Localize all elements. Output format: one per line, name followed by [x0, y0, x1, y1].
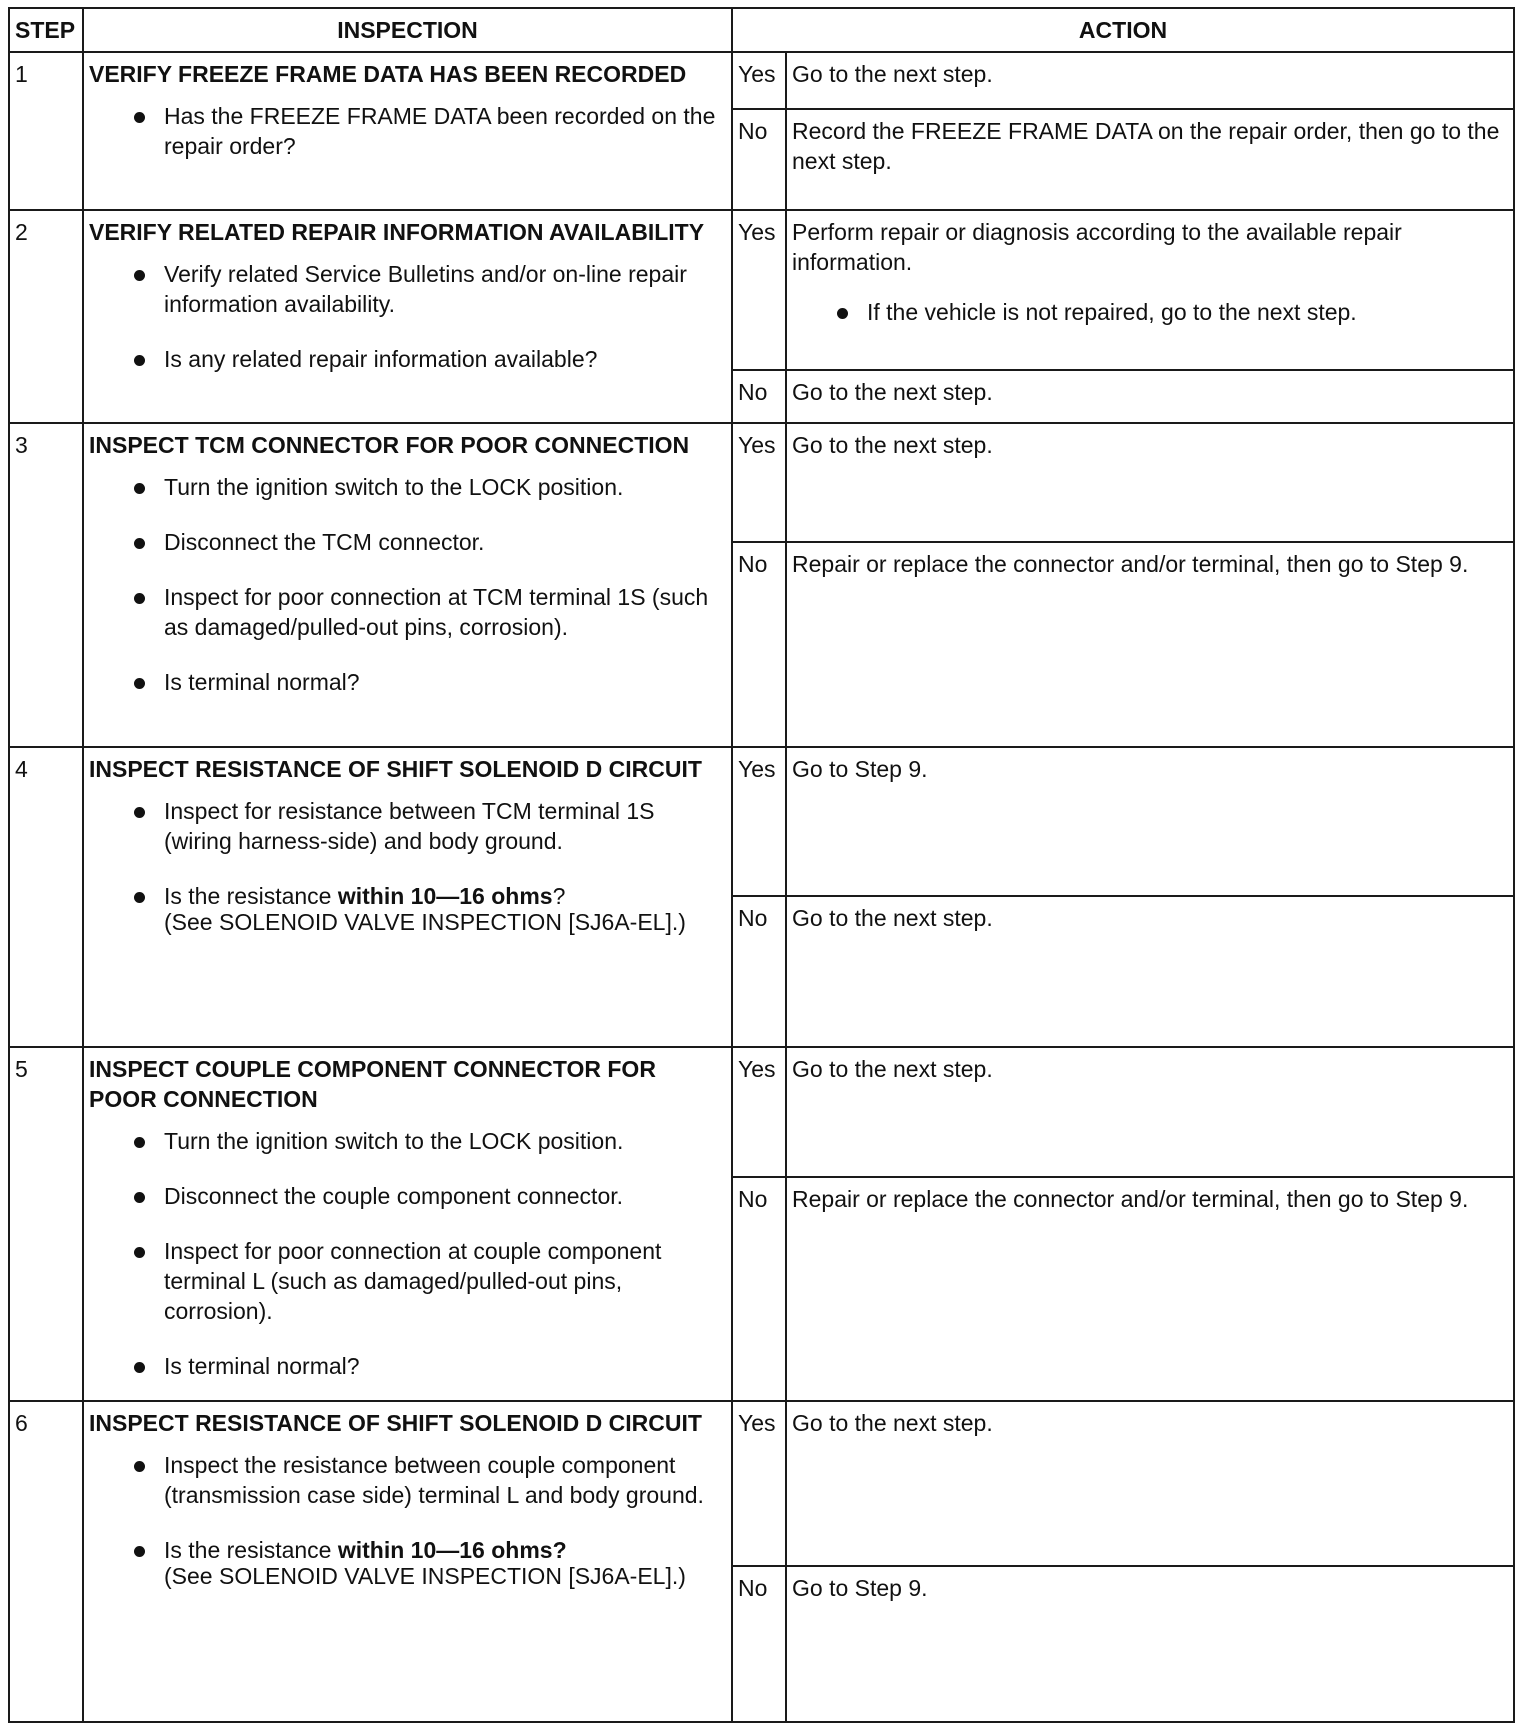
- step-5-check-3: Inspect for poor connection at couple component terminal L (such as damaged/pulled-out pins, corrosion).: [89, 1236, 726, 1326]
- step-5-yes-label: Yes: [732, 1047, 786, 1177]
- step-5-checklist: [89, 1126, 726, 1381]
- step-3-no-label: No: [732, 542, 786, 747]
- step-3-yes-action: Go to the next step.: [786, 423, 1514, 542]
- step-4-checklist: [89, 796, 726, 911]
- step-2-number: 2: [9, 210, 83, 423]
- step-6-yes-action: Go to the next step.: [786, 1401, 1514, 1566]
- step-4-yes-label: Yes: [732, 747, 786, 896]
- step-1-yes-label: Yes: [732, 52, 786, 109]
- inspection-column-header: INSPECTION: [83, 8, 732, 52]
- step-1-yes-row: [9, 52, 1514, 109]
- step-2-yes-subaction: If the vehicle is not repaired, go to the next step.: [792, 297, 1508, 327]
- step-5-no-action: Repair or replace the connector and/or terminal, then go to Step 9.: [786, 1177, 1514, 1401]
- step-1-checklist: [89, 101, 726, 161]
- step-4-no-action: Go to the next step.: [786, 896, 1514, 1047]
- step-3-check-4: Is terminal normal?: [89, 667, 726, 697]
- step-3-no-action: Repair or replace the connector and/or terminal, then go to Step 9.: [786, 542, 1514, 747]
- bullet-icon: [134, 807, 145, 818]
- step-5-number: 5: [9, 1047, 83, 1401]
- step-1-title: VERIFY FREEZE FRAME DATA HAS BEEN RECORDED: [89, 61, 687, 87]
- step-2-inspection: [83, 210, 732, 423]
- step-5-check-2: Disconnect the couple component connector.: [89, 1181, 726, 1211]
- step-1-inspection: [83, 52, 732, 210]
- step-5-no-label: No: [732, 1177, 786, 1401]
- action-column-header: ACTION: [732, 8, 1514, 52]
- step-6-title: INSPECT RESISTANCE OF SHIFT SOLENOID D CIRCUIT: [89, 1410, 702, 1436]
- step-3-check-2: Disconnect the TCM connector.: [89, 527, 726, 557]
- step-1-no-label: No: [732, 109, 786, 210]
- step-1-number: 1: [9, 52, 83, 210]
- step-1-yes-action: Go to the next step.: [786, 52, 1514, 109]
- step-4-inspection: [83, 747, 732, 1047]
- step-5-title: INSPECT COUPLE COMPONENT CONNECTOR FOR POOR CONNECTION: [89, 1056, 656, 1112]
- step-3-inspection: [83, 423, 732, 747]
- step-6-no-action: Go to Step 9.: [786, 1566, 1514, 1722]
- step-6-checklist: [89, 1450, 726, 1565]
- step-4-no-label: No: [732, 896, 786, 1047]
- step-2-checklist: [89, 259, 726, 374]
- step-4-check-2: Is the resistance within 10—16 ohms?: [89, 881, 726, 911]
- step-2-no-label: No: [732, 370, 786, 423]
- step-3-check-1: Turn the ignition switch to the LOCK position.: [89, 472, 726, 502]
- step-6-check-2: Is the resistance within 10—16 ohms?: [89, 1535, 726, 1565]
- step-6-inspection: [83, 1401, 732, 1722]
- step-6-yes-label: Yes: [732, 1401, 786, 1566]
- bullet-icon: [134, 593, 145, 604]
- step-4-reference-note: (See SOLENOID VALVE INSPECTION [SJ6A-EL].): [164, 909, 686, 935]
- bullet-icon: [134, 1247, 145, 1258]
- step-6-reference-note: (See SOLENOID VALVE INSPECTION [SJ6A-EL].): [164, 1563, 686, 1589]
- step-column-header: STEP: [9, 8, 83, 52]
- bullet-icon: [134, 355, 145, 366]
- step-5-yes-action: Go to the next step.: [786, 1047, 1514, 1177]
- bullet-icon: [134, 483, 145, 494]
- bullet-icon: [134, 270, 145, 281]
- step-5-inspection: [83, 1047, 732, 1401]
- step-4-title: INSPECT RESISTANCE OF SHIFT SOLENOID D CIRCUIT: [89, 756, 702, 782]
- bullet-icon: [134, 1546, 145, 1557]
- step-5-check-4: Is terminal normal?: [89, 1351, 726, 1381]
- step-2-yes-row: [9, 210, 1514, 370]
- step-3-yes-label: Yes: [732, 423, 786, 542]
- bullet-icon: [837, 308, 848, 319]
- step-3-checklist: [89, 472, 726, 697]
- diagnostic-table: [8, 7, 1515, 1723]
- step-3-yes-row: [9, 423, 1514, 542]
- step-2-yes-action: Perform repair or diagnosis according to the available repair information. If the vehicle is not repaired, go to the next step.: [786, 210, 1514, 370]
- step-4-yes-row: [9, 747, 1514, 896]
- step-2-yes-label: Yes: [732, 210, 786, 370]
- step-6-no-label: No: [732, 1566, 786, 1722]
- step-2-check-2: Is any related repair information available?: [89, 344, 726, 374]
- bullet-icon: [134, 892, 145, 903]
- bullet-icon: [134, 678, 145, 689]
- step-2-title: VERIFY RELATED REPAIR INFORMATION AVAILABILITY: [89, 219, 705, 245]
- step-1-no-action: Record the FREEZE FRAME DATA on the repair order, then go to the next step.: [786, 109, 1514, 210]
- bullet-icon: [134, 1461, 145, 1472]
- step-3-title: INSPECT TCM CONNECTOR FOR POOR CONNECTION: [89, 432, 690, 458]
- step-6-yes-row: [9, 1401, 1514, 1566]
- step-4-number: 4: [9, 747, 83, 1047]
- step-3-check-3: Inspect for poor connection at TCM terminal 1S (such as damaged/pulled-out pins, corrosion).: [89, 582, 726, 642]
- step-6-number: 6: [9, 1401, 83, 1722]
- bullet-icon: [134, 538, 145, 549]
- step-3-number: 3: [9, 423, 83, 747]
- step-4-yes-action: Go to Step 9.: [786, 747, 1514, 896]
- step-2-no-action: Go to the next step.: [786, 370, 1514, 423]
- step-5-yes-row: [9, 1047, 1514, 1177]
- bullet-icon: [134, 1362, 145, 1373]
- step-1-check-1: Has the FREEZE FRAME DATA been recorded on the repair order?: [89, 101, 726, 161]
- step-4-check-1: Inspect for resistance between TCM terminal 1S (wiring harness-side) and body ground.: [89, 796, 726, 856]
- step-2-check-1: Verify related Service Bulletins and/or on-line repair information availability.: [89, 259, 726, 319]
- header-row: [9, 8, 1514, 52]
- step-5-check-1: Turn the ignition switch to the LOCK position.: [89, 1126, 726, 1156]
- bullet-icon: [134, 112, 145, 123]
- bullet-icon: [134, 1192, 145, 1203]
- bullet-icon: [134, 1137, 145, 1148]
- step-6-check-1: Inspect the resistance between couple component (transmission case side) terminal L and body ground.: [89, 1450, 726, 1510]
